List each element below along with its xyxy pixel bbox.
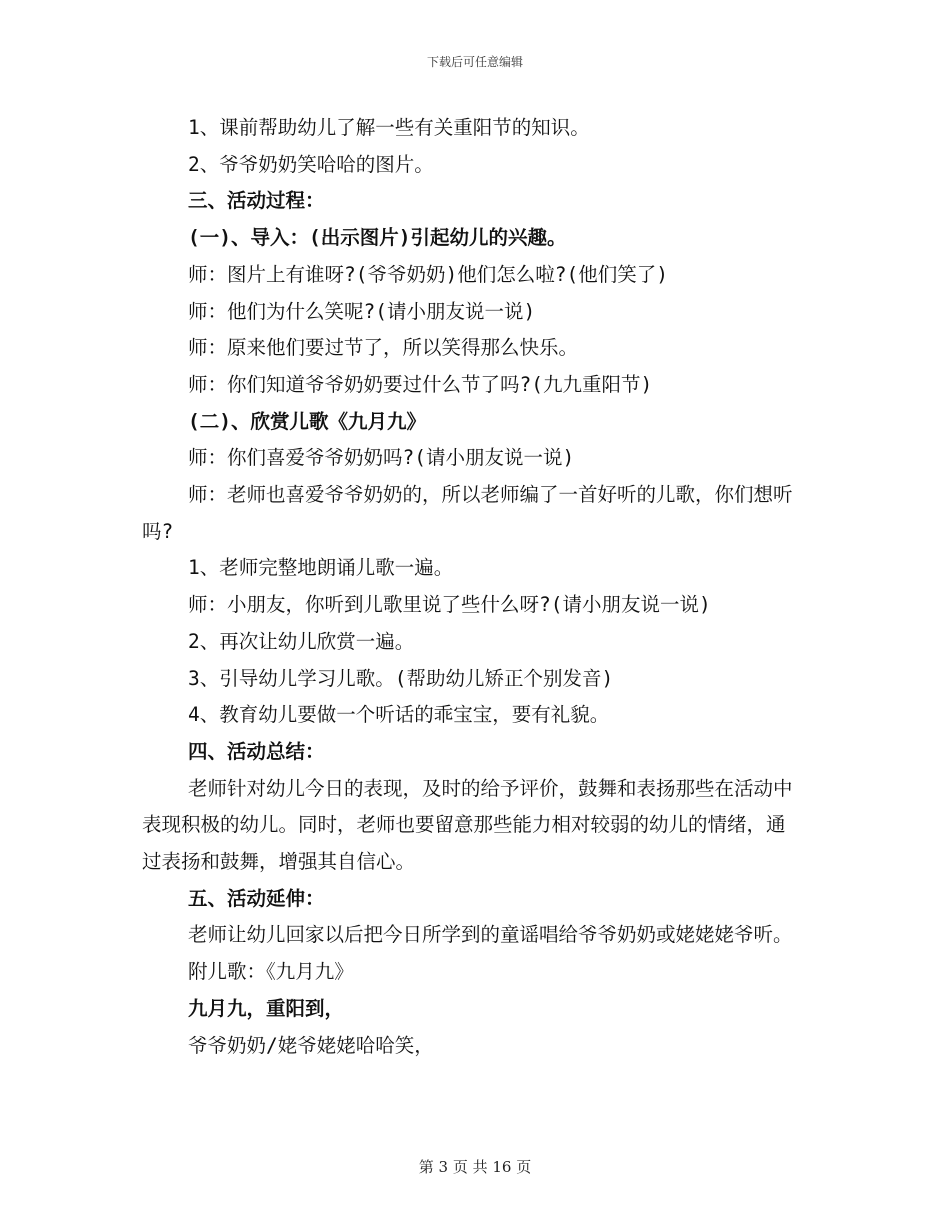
paragraph: 师：他们为什么笑呢?(请小朋友说一说) — [188, 299, 536, 323]
paragraph: 师：你们知道爷爷奶奶要过什么节了吗?(九九重阳节) — [188, 372, 653, 396]
paragraph: 2、爷爷奶奶笑哈哈的图片。 — [188, 152, 434, 176]
paragraph: 4、教育幼儿要做一个听话的乖宝宝，要有礼貌。 — [188, 703, 610, 727]
paragraph: 1、课前帮助幼儿了解一些有关重阳节的知识。 — [188, 116, 590, 139]
poem-line: 九月九，重阳到， — [188, 996, 345, 1020]
paragraph: 师：原来他们要过节了，所以笑得那么快乐。 — [188, 336, 579, 360]
section-heading: 三、活动过程： — [188, 189, 325, 213]
paragraph: 老师针对幼儿今日的表现，及时的给予评价，鼓舞和表扬那些在活动中表现积极的幼儿。同时，老师也要留意那些能力相对较弱的幼儿的情绪，通过表扬和鼓舞，增强其自信心。 — [142, 776, 793, 874]
paragraph: 3、引导幼儿学习儿歌。(帮助幼儿矫正个别发音) — [188, 666, 614, 690]
paragraph: 师：老师也喜爱爷爷奶奶的，所以老师编了一首好听的儿歌，你们想听吗? — [142, 483, 793, 543]
section-heading: 四、活动总结： — [188, 739, 325, 763]
paragraph: 师：图片上有谁呀?(爷爷奶奶)他们怎么啦?(他们笑了) — [188, 262, 668, 286]
paragraph: 师：小朋友，你听到儿歌里说了些什么呀?(请小朋友说一说) — [188, 593, 711, 617]
paragraph: 2、再次让幼儿欣赏一遍。 — [188, 629, 415, 653]
subsection-heading: (一)、导入：(出示图片)引起幼儿的兴趣。 — [188, 226, 567, 250]
section-heading: 五、活动延伸： — [188, 886, 325, 910]
paragraph: 老师让幼儿回家以后把今日所学到的童谣唱给爷爷奶奶或姥姥姥爷听。 — [188, 923, 793, 947]
page-number: 第 3 页 共 16 页 — [418, 1158, 532, 1176]
page-header-note: 下载后可任意编辑 — [426, 55, 523, 69]
subsection-heading: (二)、欣赏儿歌《九月九》 — [188, 409, 426, 433]
poem-line: 爷爷奶奶/姥爷姥姥哈哈笑， — [188, 1033, 434, 1057]
document-body — [142, 110, 802, 1064]
paragraph: 1、老师完整地朗诵儿歌一遍。 — [188, 556, 454, 580]
paragraph: 附儿歌：《九月九》 — [188, 960, 354, 984]
paragraph: 师：你们喜爱爷爷奶奶吗?(请小朋友说一说) — [188, 446, 575, 470]
